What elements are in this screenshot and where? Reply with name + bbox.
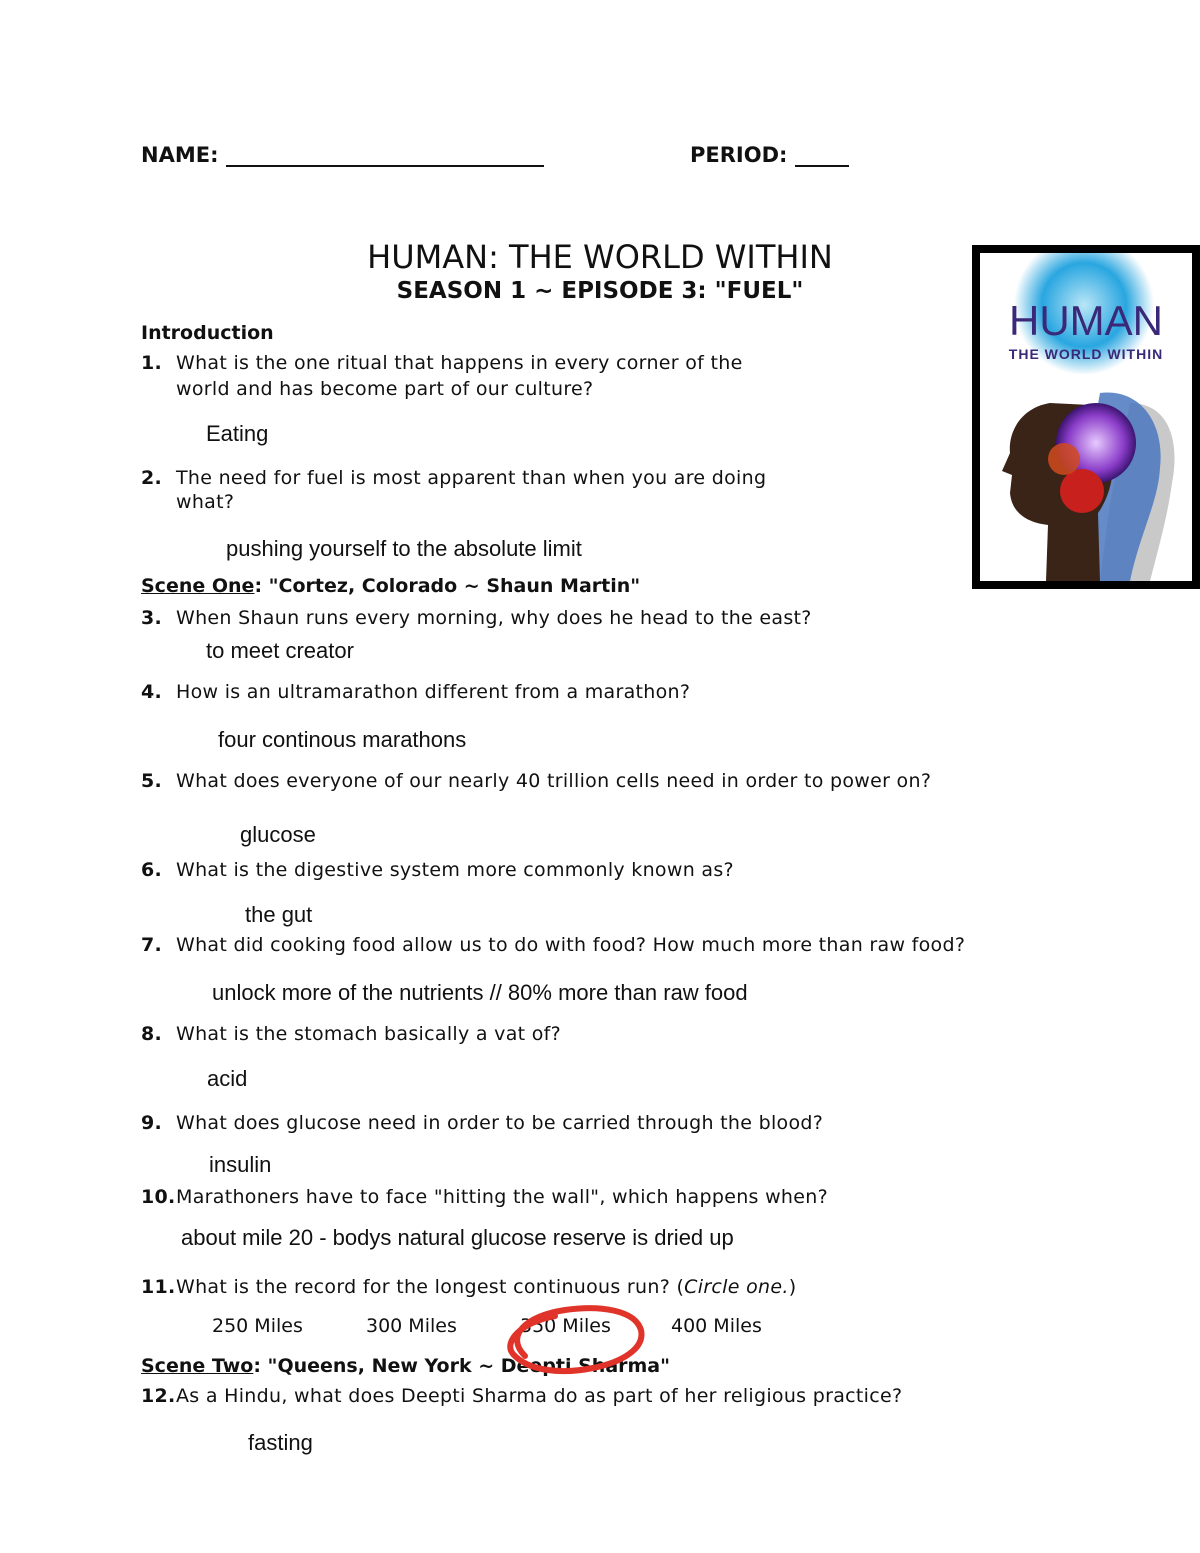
answer-1[interactable]: Eating	[206, 421, 269, 446]
organ-graphic	[1048, 443, 1080, 475]
answer-9[interactable]: insulin	[209, 1152, 272, 1177]
poster-art	[980, 253, 1192, 581]
question-1-line1: What is the one ritual that happens in every corner of the	[176, 352, 743, 374]
name-label: NAME:	[141, 143, 544, 167]
answer-12[interactable]: fasting	[248, 1430, 313, 1455]
period-blank[interactable]	[795, 143, 849, 167]
question-7: 7.	[141, 934, 163, 956]
question-3: 3.	[141, 607, 163, 629]
question-5: 5.	[141, 770, 163, 792]
red-circle-mark	[495, 1296, 655, 1386]
question-5-line1: What does everyone of our nearly 40 trillion cells need in order to power on?	[176, 770, 932, 792]
answer-6[interactable]: the gut	[245, 902, 313, 927]
choice-300[interactable]: 300 Miles	[366, 1315, 457, 1337]
question-1: 1.	[141, 352, 163, 374]
section-introduction: Introduction	[141, 322, 274, 344]
question-2: 2.	[141, 467, 163, 489]
choice-400[interactable]: 400 Miles	[671, 1315, 762, 1337]
answer-2[interactable]: pushing yourself to the absolute limit	[226, 536, 582, 561]
answer-5[interactable]: glucose	[240, 822, 316, 847]
question-6-line1: What is the digestive system more commonly known as?	[176, 859, 734, 881]
question-2-line2: what?	[176, 491, 235, 513]
question-3-line1: When Shaun runs every morning, why does he head to the east?	[176, 607, 812, 629]
worksheet-title: HUMAN: THE WORLD WITHIN	[367, 238, 833, 276]
answer-10[interactable]: about mile 20 - bodys natural glucose reserve is dried up	[181, 1225, 734, 1250]
answer-4[interactable]: four continous marathons	[218, 727, 467, 752]
question-2-line1: The need for fuel is most apparent than when you are doing	[176, 467, 767, 489]
question-10-line1: Marathoners have to face "hitting the wall", which happens when?	[176, 1186, 828, 1208]
section-scene-two: Scene Two: "Queens, New York ~ Deepti Sharma"	[141, 1355, 671, 1377]
answer-3[interactable]: to meet creator	[206, 638, 354, 663]
name-blank[interactable]	[226, 143, 544, 167]
answer-7[interactable]: unlock more of the nutrients // 80% more than raw food	[212, 980, 748, 1005]
question-4: 4.	[141, 681, 163, 703]
poster-subtitle: THE WORLD WITHIN	[1008, 346, 1164, 362]
worksheet-subtitle: SEASON 1 ~ EPISODE 3: "FUEL"	[396, 278, 804, 304]
question-8: 8.	[141, 1023, 163, 1045]
question-9: 9.	[141, 1112, 163, 1134]
question-6: 6.	[141, 859, 163, 881]
poster-image	[972, 245, 1200, 589]
question-12-line1: As a Hindu, what does Deepti Sharma do as part of her religious practice?	[176, 1385, 903, 1407]
question-9-line1: What does glucose need in order to be carried through the blood?	[176, 1112, 824, 1134]
question-4-line1: How is an ultramarathon different from a marathon?	[176, 681, 691, 703]
question-12: 12.	[141, 1385, 176, 1407]
section-scene-one: Scene One: "Cortez, Colorado ~ Shaun Martin"	[141, 575, 641, 597]
heart-graphic	[1060, 469, 1104, 513]
choice-250[interactable]: 250 Miles	[212, 1315, 303, 1337]
poster-title: HUMAN	[1009, 297, 1163, 344]
period-label: PERIOD:	[690, 143, 849, 167]
question-8-line1: What is the stomach basically a vat of?	[176, 1023, 562, 1045]
answer-8[interactable]: acid	[207, 1066, 248, 1091]
question-11-line1: What is the record for the longest continuous run? (Circle one.)	[176, 1276, 797, 1298]
question-1-line2: world and has become part of our culture?	[176, 378, 594, 400]
question-10: 10.	[141, 1186, 176, 1208]
question-7-line1: What did cooking food allow us to do with food? How much more than raw food?	[176, 934, 966, 956]
choice-350[interactable]: 350 Miles	[520, 1315, 611, 1337]
red-circle-stroke	[510, 1308, 641, 1371]
question-11: 11.	[141, 1276, 176, 1298]
